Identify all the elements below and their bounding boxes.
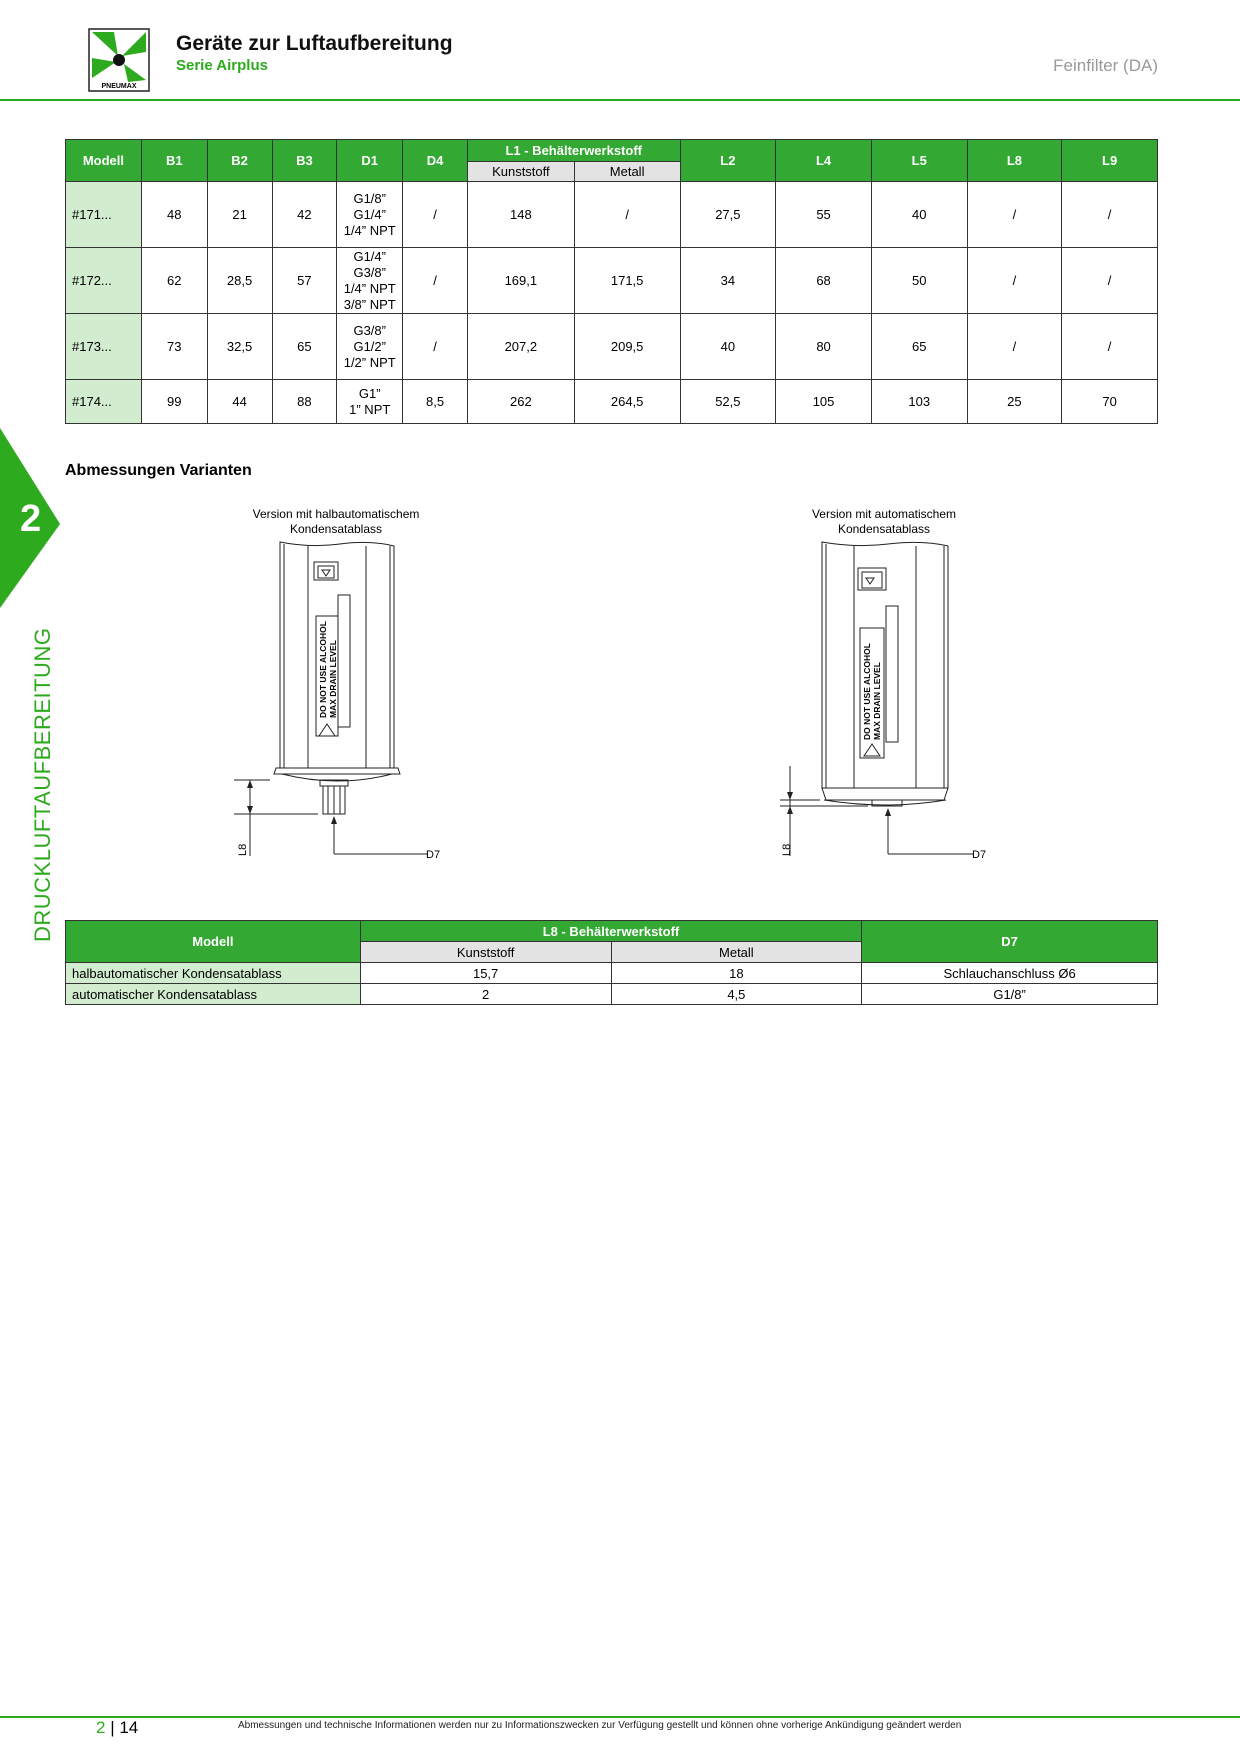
right-caption-line2: Kondensatablass [837, 522, 931, 536]
cell-b3: 42 [272, 182, 337, 248]
table-row [66, 248, 1158, 314]
cell-l5: 40 [871, 182, 967, 248]
d1-line: 1/4” NPT [343, 280, 396, 296]
left-d7-label: D7 [426, 849, 440, 861]
col-l1-kunststoff: Kunststoff [467, 162, 574, 182]
footer-section: 2 [96, 1718, 106, 1737]
col-d4: D4 [403, 140, 468, 182]
section-name: Feinfilter (DA) [1053, 56, 1158, 75]
cell-l2: 52,5 [680, 380, 776, 424]
cell-modell: #172... [66, 248, 142, 314]
cell-l8: / [967, 248, 1062, 314]
d1-line: 1/2” NPT [343, 354, 396, 370]
cell-l1k: 262 [467, 380, 574, 424]
col-l5: L5 [871, 140, 967, 182]
d1-line: G3/8” [353, 264, 386, 280]
cell-d1 [337, 380, 403, 424]
variants-title: Abmessungen Varianten [65, 462, 252, 479]
cell-l8: / [967, 182, 1062, 248]
chapter-number: 2 [20, 498, 42, 540]
d1-line: 1” NPT [349, 401, 391, 417]
t2-col-kunststoff: Kunststoff [360, 942, 611, 963]
right-warning-2: MAX DRAIN LEVEL [872, 662, 882, 740]
cell-l1m: / [574, 182, 680, 248]
cell-modell: #171... [66, 182, 142, 248]
cell-l9: 70 [1062, 380, 1158, 424]
table-row [66, 963, 1158, 984]
right-caption-line1: Version mit automatischem [811, 507, 957, 521]
d1-line: G1/8” [353, 190, 386, 206]
left-caption-line2: Kondensatablass [289, 522, 383, 536]
cell-l9: / [1062, 248, 1158, 314]
col-l1: L1 - Behälterwerkstoff [467, 140, 680, 162]
col-l8: L8 [967, 140, 1062, 182]
d1-line: G1/4” [353, 206, 386, 222]
cell-b2: 21 [207, 182, 272, 248]
right-l8-label: L8 [781, 843, 793, 856]
table-row [66, 984, 1158, 1005]
page-title: Geräte zur Luftaufbereitung [176, 32, 453, 55]
left-warning-2: MAX DRAIN LEVEL [328, 640, 338, 718]
d1-line: 1/4” NPT [343, 222, 396, 238]
cell-d1 [337, 314, 403, 380]
cell-d4: / [403, 182, 468, 248]
footer-disclaimer: Abmessungen und technische Informationen werden nur zu Informationszwecken zur Verfügung gestellt und können ohne vorherige Ankündigung geändert werden [238, 1720, 962, 1731]
logo-text: PNEUMAX [101, 83, 137, 90]
col-l1-metall: Metall [574, 162, 680, 182]
cell-l1m: 171,5 [574, 248, 680, 314]
table-row [66, 380, 1158, 424]
cell-b3: 57 [272, 248, 337, 314]
left-caption-line1: Version mit halbautomatischem [252, 507, 420, 521]
semi-auto-drain-drawing [230, 538, 440, 868]
cell-b2: 28,5 [207, 248, 272, 314]
drain-variants-table [65, 920, 1158, 1005]
t2-col-modell: Modell [66, 921, 361, 963]
left-caption [226, 507, 446, 537]
right-warning-1: DO NOT USE ALCOHOL [862, 643, 872, 740]
cell-d1 [337, 182, 403, 248]
header-divider [0, 99, 1240, 101]
page-number [96, 1718, 138, 1738]
footer-divider [0, 1716, 1240, 1718]
col-d1: D1 [337, 140, 403, 182]
cell-l4: 105 [776, 380, 872, 424]
table-row [66, 182, 1158, 248]
cell-m: 18 [611, 963, 862, 984]
cell-l4: 55 [776, 182, 872, 248]
table-row [66, 314, 1158, 380]
right-d7-label: D7 [972, 849, 986, 861]
cell-b2: 32,5 [207, 314, 272, 380]
d1-line: 3/8” NPT [343, 296, 396, 312]
cell-d7: G1/8” [862, 984, 1158, 1005]
cell-l5: 50 [871, 248, 967, 314]
cell-modell: #173... [66, 314, 142, 380]
d1-line: G1/2” [353, 338, 386, 354]
cell-b3: 88 [272, 380, 337, 424]
cell-l1m: 209,5 [574, 314, 680, 380]
cell-d7: Schlauchanschluss Ø6 [862, 963, 1158, 984]
cell-l1m: 264,5 [574, 380, 680, 424]
cell-b1: 99 [141, 380, 207, 424]
d1-line: G3/8” [353, 322, 386, 338]
cell-l1k: 148 [467, 182, 574, 248]
cell-k: 15,7 [360, 963, 611, 984]
col-l9: L9 [1062, 140, 1158, 182]
t2-col-l8: L8 - Behälterwerkstoff [360, 921, 861, 942]
col-l2: L2 [680, 140, 776, 182]
cell-d4: 8,5 [403, 380, 468, 424]
cell-l4: 68 [776, 248, 872, 314]
cell-l5: 65 [871, 314, 967, 380]
col-b2: B2 [207, 140, 272, 182]
cell-b1: 62 [141, 248, 207, 314]
cell-l9: / [1062, 314, 1158, 380]
page-subtitle: Serie Airplus [176, 57, 268, 74]
col-modell: Modell [66, 140, 142, 182]
cell-m: 4,5 [611, 984, 862, 1005]
auto-drain-drawing [776, 538, 986, 868]
cell-l2: 34 [680, 248, 776, 314]
cell-k: 2 [360, 984, 611, 1005]
cell-l8: / [967, 314, 1062, 380]
cell-b2: 44 [207, 380, 272, 424]
cell-modell: automatischer Kondensatablass [66, 984, 361, 1005]
cell-l1k: 207,2 [467, 314, 574, 380]
cell-l1k: 169,1 [467, 248, 574, 314]
right-caption [774, 507, 994, 537]
pneumax-logo [88, 28, 150, 92]
col-b1: B1 [141, 140, 207, 182]
d1-line: G1” [358, 385, 381, 401]
cell-modell: halbautomatischer Kondensatablass [66, 963, 361, 984]
cell-modell: #174... [66, 380, 142, 424]
cell-l9: / [1062, 182, 1158, 248]
cell-b3: 65 [272, 314, 337, 380]
col-b3: B3 [272, 140, 337, 182]
footer-separator: | [110, 1718, 120, 1737]
cell-d1 [337, 248, 403, 314]
cell-l5: 103 [871, 380, 967, 424]
cell-l4: 80 [776, 314, 872, 380]
cell-d4: / [403, 248, 468, 314]
chapter-label: DRUCKLUFTAUFBEREITUNG [30, 627, 55, 942]
cell-l2: 40 [680, 314, 776, 380]
dimensions-table [65, 139, 1158, 424]
t2-col-metall: Metall [611, 942, 862, 963]
d1-line: G1/4” [353, 248, 386, 264]
cell-d4: / [403, 314, 468, 380]
cell-l2: 27,5 [680, 182, 776, 248]
t2-col-d7: D7 [862, 921, 1158, 963]
col-l4: L4 [776, 140, 872, 182]
cell-b1: 73 [141, 314, 207, 380]
left-warning-1: DO NOT USE ALCOHOL [318, 621, 328, 718]
left-l8-label: L8 [237, 843, 249, 856]
cell-l8: 25 [967, 380, 1062, 424]
cell-b1: 48 [141, 182, 207, 248]
footer-page: 14 [119, 1718, 139, 1737]
